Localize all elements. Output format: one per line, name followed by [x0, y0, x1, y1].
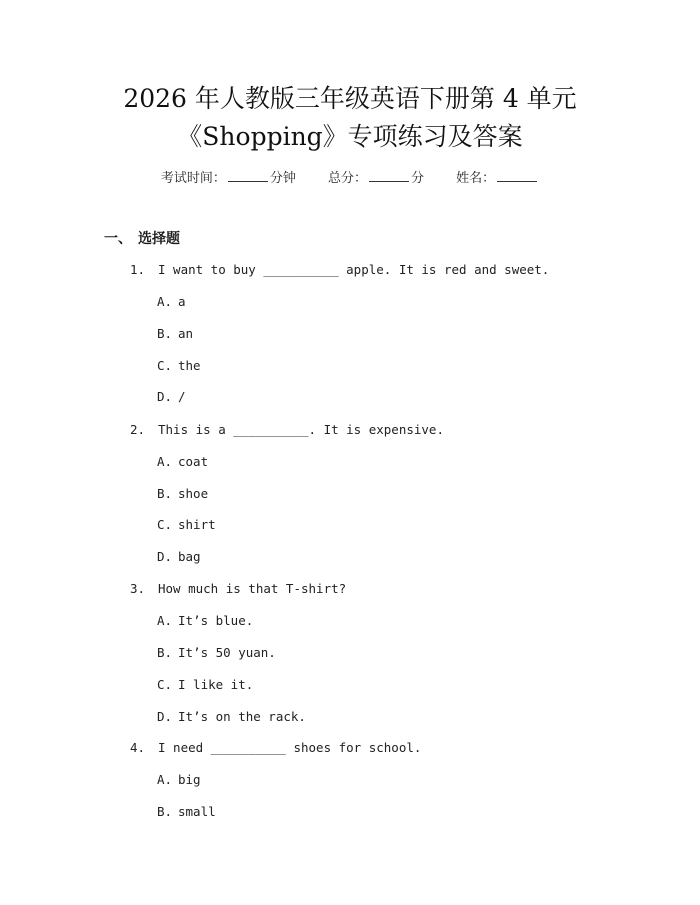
option-text: / — [178, 389, 186, 404]
student-name-field — [456, 169, 539, 188]
option-text: small — [178, 804, 216, 819]
question-3 — [130, 580, 346, 598]
exam-time-unit: 分钟 — [269, 171, 296, 186]
option-text: big — [178, 772, 201, 787]
question-number: 4. — [130, 740, 146, 755]
option-1b — [157, 325, 193, 343]
option-letter: D. — [157, 709, 173, 724]
option-letter: D. — [157, 549, 173, 564]
option-letter: C. — [157, 358, 173, 373]
option-text: It’s on the rack. — [178, 709, 306, 724]
option-text: the — [178, 358, 201, 373]
option-3c — [157, 676, 253, 694]
option-2d — [157, 548, 201, 566]
exam-info-row — [0, 169, 700, 188]
option-text: a — [178, 294, 186, 309]
option-text: bag — [178, 549, 201, 564]
option-letter: B. — [157, 486, 173, 501]
question-text: How much is that T-shirt? — [158, 581, 347, 596]
total-score-blank — [369, 169, 409, 182]
question-number: 2. — [130, 422, 146, 437]
total-score-field — [328, 169, 424, 188]
question-text: I want to buy __________ apple. It is red and sweet. — [158, 262, 550, 277]
option-4b — [157, 803, 216, 821]
option-1c — [157, 357, 201, 375]
exam-time-blank — [228, 169, 268, 182]
option-letter: B. — [157, 645, 173, 660]
option-letter: C. — [157, 677, 173, 692]
option-letter: B. — [157, 326, 173, 341]
option-text: I like it. — [178, 677, 254, 692]
option-2b — [157, 485, 208, 503]
question-4 — [130, 739, 421, 757]
option-1d — [157, 388, 186, 406]
option-1a — [157, 293, 186, 311]
option-letter: B. — [157, 804, 173, 819]
option-letter: C. — [157, 517, 173, 532]
page-title-line2: 《Shopping》专项练习及答案 — [177, 122, 523, 151]
question-number: 1. — [130, 262, 146, 277]
question-1 — [130, 261, 549, 279]
option-3a — [157, 612, 253, 630]
option-text: shoe — [178, 486, 209, 501]
section-title: 选择题 — [138, 231, 180, 247]
option-2c — [157, 516, 216, 534]
option-letter: A. — [157, 613, 173, 628]
exam-time-field — [161, 169, 296, 188]
option-3d — [157, 708, 306, 726]
option-text: shirt — [178, 517, 216, 532]
total-score-label: 总分： — [327, 171, 367, 186]
question-text: This is a __________. It is expensive. — [158, 422, 444, 437]
total-score-unit: 分 — [411, 171, 425, 186]
student-name-blank — [497, 169, 537, 182]
option-4a — [157, 771, 201, 789]
option-2a — [157, 453, 208, 471]
option-letter: A. — [157, 772, 173, 787]
option-text: coat — [178, 454, 209, 469]
option-letter: A. — [157, 294, 173, 309]
option-text: It’s blue. — [178, 613, 254, 628]
question-number: 3. — [130, 581, 146, 596]
option-3b — [157, 644, 276, 662]
option-text: It’s 50 yuan. — [178, 645, 276, 660]
option-letter: D. — [157, 389, 173, 404]
question-text: I need __________ shoes for school. — [158, 740, 422, 755]
option-text: an — [178, 326, 194, 341]
section-number: 一、 — [104, 231, 132, 247]
question-2 — [130, 421, 444, 439]
section-heading — [104, 229, 180, 249]
option-letter: A. — [157, 454, 173, 469]
page-title-line1: 2026 年人教版三年级英语下册第 4 单元 — [123, 84, 577, 113]
student-name-label: 姓名： — [456, 171, 496, 186]
exam-time-label: 考试时间： — [160, 171, 226, 186]
